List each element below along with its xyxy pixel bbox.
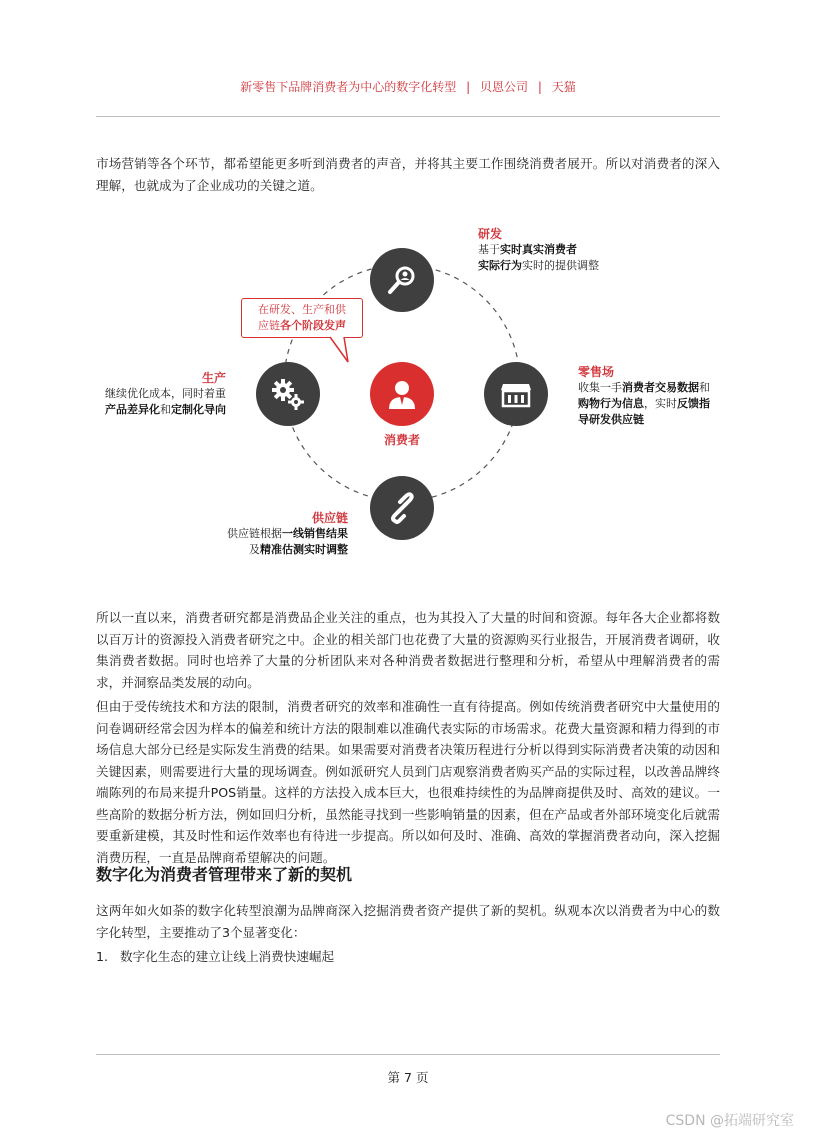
rd-title: 研发 — [478, 227, 503, 241]
retail-title: 零售场 — [578, 365, 615, 379]
production-node — [256, 362, 320, 426]
retail-line1-end: 和 — [699, 381, 710, 394]
store-icon — [498, 376, 534, 412]
rd-line1-bold: 实时真实消费者 — [500, 243, 577, 256]
retail-label — [578, 364, 710, 428]
paragraph-4: 这两年如火如荼的数字化转型浪潮为品牌商深入挖掘消费者资产提供了新的契机。纵观本次以消费者为中心的数字化转型，主要推动了3个显著变化： — [96, 903, 720, 940]
header-divider — [96, 116, 720, 117]
consumer-title: 消费者 — [383, 433, 420, 447]
header-company: 贝恩公司 — [479, 80, 528, 94]
header-separator: | — [466, 80, 471, 94]
rd-line2-plain: 实时的提供调整 — [522, 259, 599, 272]
rd-label — [478, 226, 599, 274]
magnifier-icon — [384, 262, 420, 298]
footer-divider — [96, 1054, 720, 1055]
retail-node — [484, 362, 548, 426]
paragraph-2: 所以一直以来，消费者研究都是消费品企业关注的重点，也为其投入了大量的时间和资源。每年各大企业都将数以百万计的资源投入消费者研究之中。企业的相关部门也花费了大量的资源购买行业报告，开展消费者调研，收集消费者数据。同时也培养了大量的分析团队来对各种消费者数据进行整理和分析，希望从中理解消费者的需求，并洞察品类发展的动向。 — [96, 610, 720, 690]
paragraph-3: 但由于受传统技术和方法的限制，消费者研究的效率和准确性一直有待提高。例如传统消费者研究中大量使用的问卷调研经常会因为样本的偏差和统计方法的限制难以准确代表实际的市场需求。花费大量资源和精力得到的市场信息大部分已经是实际发生消费的结果。如果需要对消费者决策历程进行分析以得到实际消费者决策的动因和关键因素，则需要进行大量的现场调查。例如派研究人员到门店观察消费者购买产品的实际过程，以改善品牌终端陈列的布局来提升POS销量。这样的方法投入成本巨大，也很难持续性的为品牌商提供及时、高效的建议。一些高阶的数据分析方法，例如回归分析，虽然能寻找到一些影响销量的因素，但在产品或者外部环境变化后就需要重新建模，其及时性和运作效率也有待进一步提高。所以如何及时、准确、高效的掌握消费者动向，深入挖掘消费历程，一直是品牌商希望解决的问题。 — [96, 699, 720, 865]
production-line2-plain: 和 — [160, 403, 171, 416]
retail-line2-bold-b: 反馈指 — [677, 397, 710, 410]
production-title: 生产 — [201, 371, 226, 385]
production-line2-bold-b: 定制化导向 — [171, 403, 226, 416]
watermark: CSDN @拓端研究室 — [665, 1113, 794, 1129]
section-heading: 数字化为消费者管理带来了新的契机 — [96, 865, 353, 884]
callout-line2-bold: 各个阶段发声 — [280, 319, 346, 332]
chain-link-icon — [385, 491, 419, 525]
supply-title: 供应链 — [311, 511, 348, 525]
consumer-label — [370, 432, 434, 449]
retail-line1-bold: 消费者交易数据 — [622, 381, 699, 394]
production-label — [96, 370, 226, 418]
list-item-number: 1. — [96, 949, 109, 964]
list-item — [96, 946, 334, 965]
supply-line1-bold: 一线销售结果 — [282, 527, 348, 540]
rd-line1-plain: 基于 — [478, 243, 500, 256]
list-item-text: 数字化生态的建立让线上消费快速崛起 — [120, 949, 335, 964]
callout-line1: 在研发、生产和供 — [258, 303, 346, 316]
rd-node — [370, 248, 434, 312]
supply-line2-bold: 精准估测实时调整 — [260, 543, 348, 556]
running-header — [96, 78, 720, 95]
supply-label — [196, 510, 348, 558]
retail-line3-bold: 导研发供应链 — [578, 413, 644, 426]
user-icon — [385, 377, 419, 411]
retail-line2-plain: ，实时 — [644, 397, 677, 410]
retail-line1-plain: 收集一手 — [578, 381, 622, 394]
supply-line1-plain: 供应链根据 — [227, 527, 282, 540]
header-partner: 天猫 — [551, 80, 576, 94]
supply-line2-plain: 及 — [249, 543, 260, 556]
production-line1: 继续优化成本，同时着重 — [105, 387, 226, 400]
intro-paragraph: 市场营销等各个环节，都希望能更多听到消费者的声音，并将其主要工作围绕消费者展开。所以对消费者的深入理解，也就成为了企业成功的关键之道。 — [96, 156, 720, 193]
header-separator: | — [537, 80, 542, 94]
gears-icon — [269, 375, 307, 413]
retail-line2-bold: 购物行为信息 — [578, 397, 644, 410]
callout-line2-plain: 应链 — [258, 319, 280, 332]
page-number: 第 7 页 — [387, 1070, 429, 1085]
consumer-node — [370, 362, 434, 426]
production-line2-bold-a: 产品差异化 — [105, 403, 160, 416]
callout-bubble — [241, 298, 363, 338]
supply-node — [370, 476, 434, 540]
header-title: 新零售下品牌消费者为中心的数字化转型 — [240, 80, 457, 94]
rd-line2-bold: 实际行为 — [478, 259, 522, 272]
